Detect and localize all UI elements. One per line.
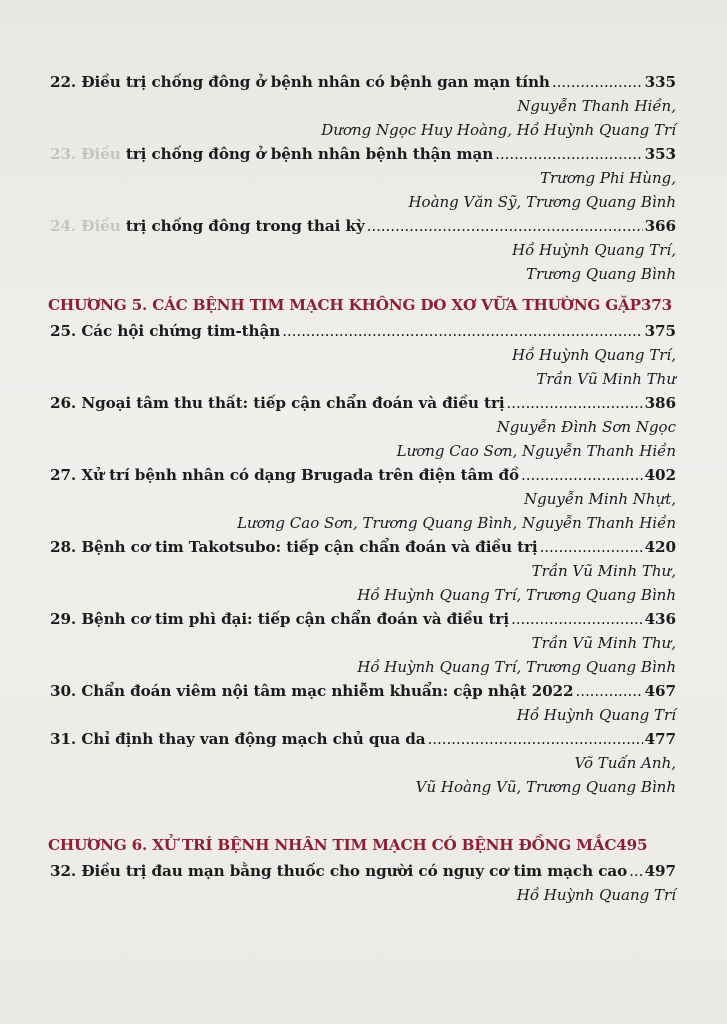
entry-page: 402 — [644, 466, 676, 484]
dot-leader — [507, 391, 643, 415]
entry-author: Hồ Huỳnh Quang Trí, — [511, 241, 676, 259]
table-of-contents — [50, 70, 676, 907]
entry-author: Lương Cao Sơn, Trương Quang Bình, Nguyễn Thanh Hiền — [237, 514, 676, 532]
toc-entry-30 — [50, 679, 676, 727]
entry-author: Trương Quang Bình — [526, 265, 676, 283]
toc-entry-23 — [50, 142, 676, 214]
dot-leader — [576, 679, 643, 703]
entry-title: Ngoại tâm thu thất: tiếp cận chẩn đoán và điều trị — [81, 394, 505, 412]
entry-number: 22. — [50, 73, 77, 91]
entry-author: Hồ Huỳnh Quang Trí, Trương Quang Bình — [357, 586, 676, 604]
entry-title: Bệnh cơ tim Takotsubo: tiếp cận chẩn đoán và điều trị — [81, 538, 538, 556]
entry-page: 497 — [644, 862, 676, 880]
entry-author: Trần Vũ Minh Thư, — [531, 562, 676, 580]
entry-number: 31. — [50, 730, 77, 748]
entry-title: Điều trị đau mạn bằng thuốc cho người có nguy cơ tim mạch cao — [81, 862, 628, 880]
entry-author: Hồ Huỳnh Quang Trí, — [511, 346, 676, 364]
dot-leader — [511, 607, 643, 631]
chapter-page: 495 — [616, 836, 648, 854]
entry-page: 420 — [644, 538, 676, 556]
entry-author: Hồ Huỳnh Quang Trí — [516, 706, 676, 724]
entry-page: 353 — [644, 145, 676, 163]
toc-entry-22 — [50, 70, 676, 142]
entry-page: 366 — [644, 217, 676, 235]
entry-page: 436 — [644, 610, 676, 628]
entry-page: 375 — [644, 322, 676, 340]
entry-number: 29. — [50, 610, 77, 628]
toc-entry-31 — [50, 727, 676, 799]
entry-author: Dương Ngọc Huy Hoàng, Hồ Huỳnh Quang Trí — [321, 121, 676, 139]
entry-title: Bệnh cơ tim phì đại: tiếp cận chẩn đoán và điều trị — [81, 610, 510, 628]
entry-title: trị chống đông trong thai kỳ — [125, 217, 365, 235]
toc-entry-28 — [50, 535, 676, 607]
entry-author: Hồ Huỳnh Quang Trí, Trương Quang Bình — [357, 658, 676, 676]
entry-author: Trần Vũ Minh Thư, — [531, 634, 676, 652]
dot-leader — [540, 535, 643, 559]
toc-entry-32 — [50, 859, 676, 907]
dot-leader — [282, 319, 642, 343]
chapter-heading-6 — [48, 831, 676, 859]
entry-title: Điều trị chống đông ở bệnh nhân có bệnh gan mạn tính — [81, 73, 550, 91]
chapter-heading-5 — [48, 291, 676, 319]
entry-title: Chỉ định thay van động mạch chủ qua da — [81, 730, 426, 748]
entry-author: Lương Cao Sơn, Nguyễn Thanh Hiền — [396, 442, 676, 460]
entry-number: 26. — [50, 394, 77, 412]
entry-title: trị chống đông ở bệnh nhân bệnh thận mạn — [125, 145, 494, 163]
entry-title: Chẩn đoán viêm nội tâm mạc nhiễm khuẩn: cập nhật 2022 — [81, 682, 574, 700]
entry-author: Nguyễn Đình Sơn Ngọc — [496, 418, 676, 436]
entry-page: 335 — [644, 73, 676, 91]
entry-number: 32. — [50, 862, 77, 880]
entry-number: 24. Điều — [50, 217, 121, 235]
entry-page: 386 — [644, 394, 676, 412]
entry-page: 477 — [644, 730, 676, 748]
entry-author: Nguyễn Thanh Hiền, — [517, 97, 676, 115]
dot-leader — [629, 859, 642, 883]
dot-leader — [495, 142, 642, 166]
entry-author: Nguyễn Minh Nhựt, — [523, 490, 676, 508]
entry-title: Các hội chứng tim-thận — [81, 322, 281, 340]
entry-author: Hoàng Văn Sỹ, Trương Quang Bình — [408, 193, 676, 211]
entry-author: Vũ Hoàng Vũ, Trương Quang Bình — [415, 778, 676, 796]
toc-entry-29 — [50, 607, 676, 679]
entry-author: Hồ Huỳnh Quang Trí — [516, 886, 676, 904]
entry-author: Trương Phi Hùng, — [540, 169, 676, 187]
entry-number: 27. — [50, 466, 77, 484]
chapter-title: CHƯƠNG 5. CÁC BỆNH TIM MẠCH KHÔNG DO XƠ VỮA THƯỜNG GẶP — [48, 296, 641, 314]
dot-leader — [552, 70, 643, 94]
chapter-title: CHƯƠNG 6. XỬ TRÍ BỆNH NHÂN TIM MẠCH CÓ BỆNH ĐỒNG MẮC — [48, 836, 617, 854]
entry-number: 28. — [50, 538, 77, 556]
dot-leader — [367, 214, 643, 238]
entry-title: Xử trí bệnh nhân có dạng Brugada trên điện tâm đồ — [81, 466, 520, 484]
toc-entry-25 — [50, 319, 676, 391]
entry-number: 25. — [50, 322, 77, 340]
entry-number: 23. Điều — [50, 145, 121, 163]
dot-leader — [428, 727, 643, 751]
toc-entry-24 — [50, 214, 676, 286]
toc-entry-27 — [50, 463, 676, 535]
entry-page: 467 — [644, 682, 676, 700]
dot-leader — [521, 463, 643, 487]
entry-author: Trần Vũ Minh Thư — [536, 370, 676, 388]
entry-author: Võ Tuấn Anh, — [574, 754, 676, 772]
entry-number: 30. — [50, 682, 77, 700]
chapter-page: 373 — [640, 296, 672, 314]
toc-entry-26 — [50, 391, 676, 463]
